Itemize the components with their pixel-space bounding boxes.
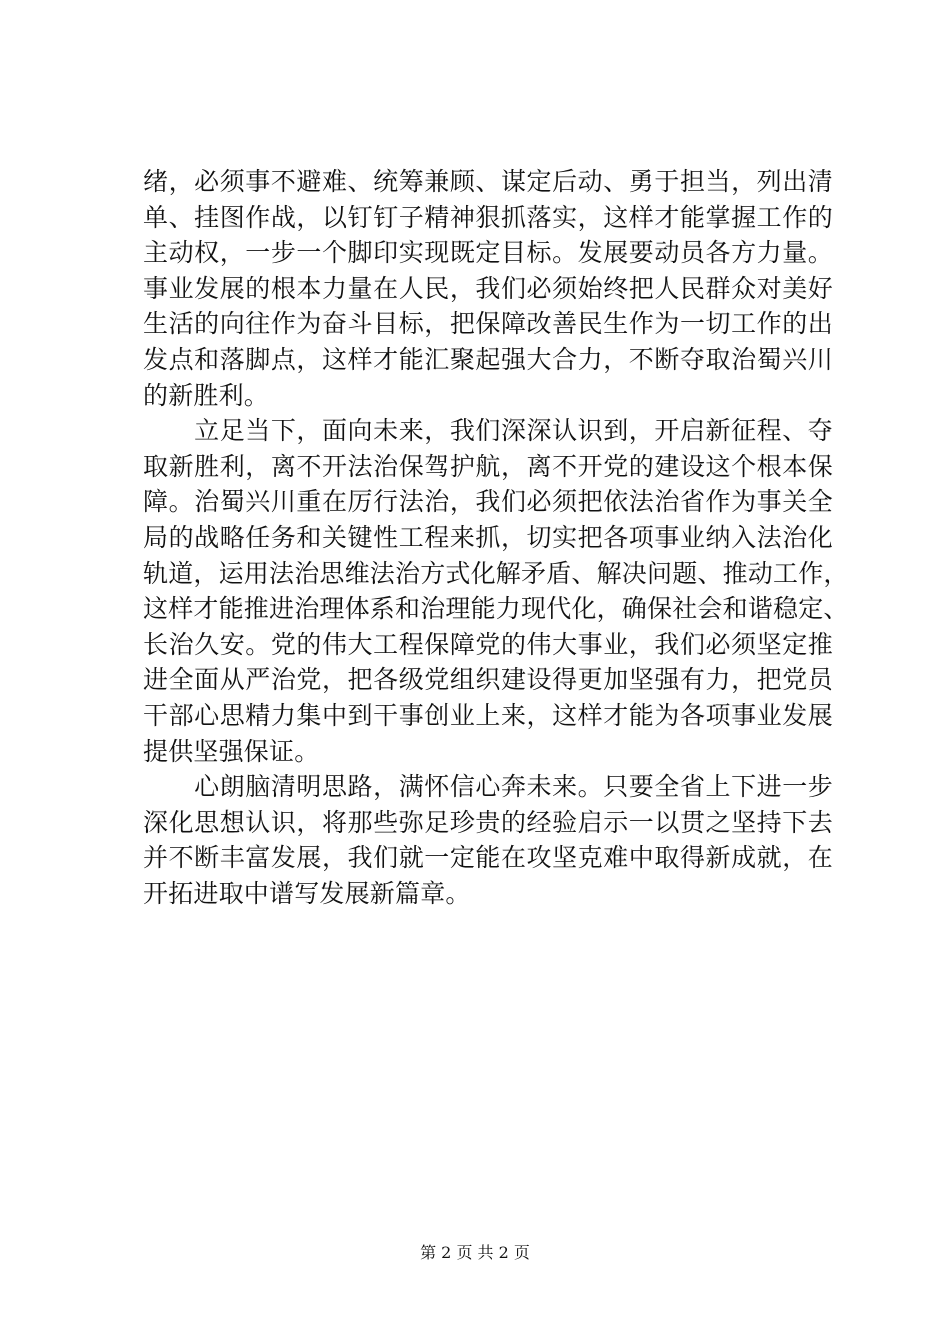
text-line: 并不断丰富发展，我们就一定能在攻坚克难中取得新成就，在	[143, 843, 833, 873]
text-line: 取新胜利，离不开法治保驾护航，离不开党的建设这个根本保	[143, 451, 833, 481]
text-line: 提供坚强保证。	[143, 736, 320, 766]
text-line: 长治久安。党的伟大工程保障党的伟大事业，我们必须坚定推	[143, 629, 833, 659]
body-text	[143, 164, 849, 911]
text-line: 立足当下，面向未来，我们深深认识到，开启新征程、夺	[143, 416, 833, 446]
text-line: 事业发展的根本力量在人民，我们必须始终把人民群众对美好	[143, 273, 833, 303]
text-line: 障。治蜀兴川重在厉行法治，我们必须把依法治省作为事关全	[143, 487, 833, 517]
page-footer: 第 2 页 共 2 页	[420, 1243, 530, 1262]
text-line: 的新胜利。	[143, 380, 270, 410]
text-line: 单、挂图作战，以钉钉子精神狠抓落实，这样才能掌握工作的	[143, 202, 833, 232]
text-line: 发点和落脚点，这样才能汇聚起强大合力，不断夺取治蜀兴川	[143, 344, 833, 374]
text-line: 开拓进取中谱写发展新篇章。	[143, 878, 471, 908]
text-line: 深化思想认识，将那些弥足珍贵的经验启示一以贯之坚持下去	[143, 807, 833, 837]
text-line: 心朗脑清明思路，满怀信心奔未来。只要全省上下进一步	[143, 772, 833, 802]
text-line: 轨道，运用法治思维法治方式化解矛盾、解决问题、推动工作，	[143, 558, 849, 588]
text-line: 这样才能推进治理体系和治理能力现代化，确保社会和谐稳定、	[143, 594, 849, 624]
text-line: 主动权，一步一个脚印实现既定目标。发展要动员各方力量。	[143, 238, 833, 268]
text-line: 绪，必须事不避难、统筹兼顾、谋定后动、勇于担当，列出清	[143, 167, 833, 196]
text-line: 局的战略任务和关键性工程来抓，切实把各项事业纳入法治化	[143, 522, 833, 552]
text-line: 干部心思精力集中到干事创业上来，这样才能为各项事业发展	[143, 700, 833, 730]
text-line: 进全面从严治党，把各级党组织建设得更加坚强有力，把党员	[143, 665, 833, 695]
text-line: 生活的向往作为奋斗目标，把保障改善民生作为一切工作的出	[143, 309, 833, 339]
